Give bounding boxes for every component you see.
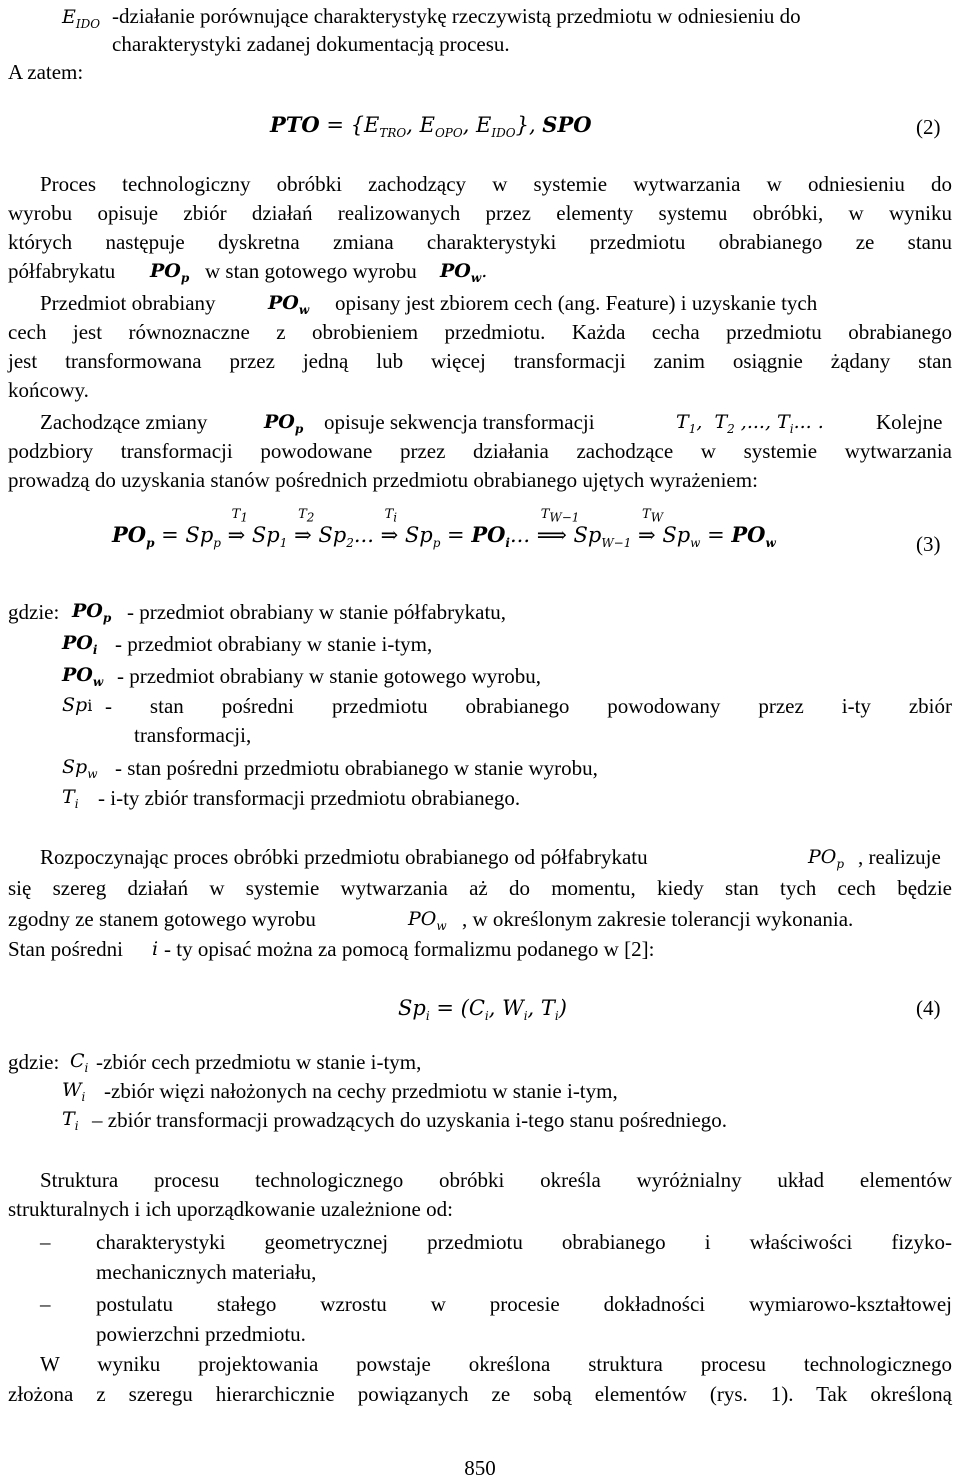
definition-text: - przedmiot obrabiany w stanie gotowego wyrobu, [117,664,541,688]
text-line: jest transformowana przez jedną lub więcej transformacji zanim osiągnie żądany stan [8,349,952,373]
text-line: się szereg działań w systemie wytwarzania aż do momentu, kiedy stan tych cech będzie [8,876,952,900]
equation-number: (3) [916,532,941,556]
math-po-w: $PO_w$ [268,292,310,317]
definition-text: - i-ty zbiór transformacji przedmiotu obrabianego. [98,786,521,810]
math-t-sequence: $T_1$, $T_2$ ,..., $T_i$... . [676,411,824,436]
text-line: cech jest równoznaczne z obrobieniem przedmiotu. Każda cecha przedmiotu obrabianego [8,320,952,344]
math-sp-i: Spi [62,694,93,716]
text-line: w stan gotowego wyrobu [205,259,417,283]
text-line: -działanie porównujące charakterystykę rzeczywistą przedmiotu w odniesieniu do [112,4,801,28]
text-line: Kolejne [876,410,943,434]
definition-text: – zbiór transformacji prowadzących do uzyskania i-tego stanu pośredniego. [92,1108,728,1132]
text-line: opisuje sekwencja transformacji [324,410,595,434]
definition-text: -zbiór więzi nałożonych na cechy przedmiotu w stanie i-tym, [104,1079,618,1103]
math-po-p: $PO_p$ [808,846,845,871]
math-c-i: $C_i$ [70,1050,89,1075]
math-po-i: $PO_i$ [62,632,98,657]
text-line: zgodny ze stanem gotowego wyrobu [8,907,316,931]
text-line: końcowy. [8,378,89,402]
text-line: Zachodzące zmiany [40,410,208,434]
definition-text: -zbiór cech przedmiotu w stanie i-tym, [96,1050,422,1074]
text-line: strukturalnych i ich uporządkowanie uzależnione od: [8,1197,453,1221]
math-po-w: $PO_w$ [408,908,447,933]
gdzie-label: gdzie: [8,600,60,624]
math-po-p: $PO_p$ [150,260,190,285]
text-line: podzbiory transformacji powodowane przez działania zachodzące w systemie wytwarzania [8,439,952,463]
definition-text: - stan pośredni przedmiotu obrabianego powodowany przez i-ty zbiór [105,694,952,718]
text-line: opisany jest zbiorem cech (ang. Feature) i uzyskanie tych [335,291,818,315]
math-sp-w: $Sp_w$ [62,756,98,781]
text-line: Rozpoczynając proces obróbki przedmiotu obrabianego od półfabrykatu [40,845,648,869]
definition-text: - stan pośredni przedmiotu obrabianego w stanie wyrobu, [115,756,598,780]
text-line: których następuje dyskretna zmiana charakterystyki przedmiotu obrabianego ze stanu [8,230,952,254]
text-line: prowadzą do uzyskania stanów pośrednich przedmiotu obrabianego ujętych wyrażeniem: [8,468,758,492]
list-item: powierzchni przedmiotu. [96,1322,306,1346]
text-line: złożona z szeregu hierarchicznie powiązanych ze sobą elementów (rys. 1). Tak określoną [8,1382,952,1406]
definition-text: transformacji, [134,723,252,747]
math-i: i [152,938,159,960]
math-w-i: $W_i$ [62,1079,86,1104]
math-po-w: $PO_w$. [440,260,488,285]
equation-4: $Sp_i = (C_i$, $W_i$, $T_i$) [398,996,567,1024]
text-line: A zatem: [8,60,84,84]
text-line: Struktura procesu technologicznego obróbki określa wyróżnialny układ elementów [40,1168,952,1192]
text-line: Stan pośredni [8,937,123,961]
text-line: , realizuje [858,845,941,869]
math-po-p: $PO_p$ [264,411,304,436]
list-item: postulatu stałego wzrostu w procesie dokładności wymiarowo-kształtowej [96,1292,952,1316]
list-item: mechanicznych materiału, [96,1260,317,1284]
text-line: Proces technologiczny obróbki zachodzący w systemie wytwarzania w odniesieniu do [40,172,952,196]
text-line: półfabrykatu [8,259,116,283]
text-line: , w określonym zakresie tolerancji wykonania. [462,907,854,931]
list-item: charakterystyki geometrycznej przedmiotu obrabianego i właściwości fizyko- [96,1230,952,1254]
math-po-w: $PO_w$ [62,664,104,689]
text-line: wyrobu opisuje zbiór działań realizowanych przez elementy systemu obróbki, w wyniku [8,201,952,225]
bullet-dash: – [40,1292,51,1316]
equation-3: $PO_p = Sp_p$ $T_1$ ⇒ $Sp_1$ $T_2$ ⇒ $Sp_2$... $T_i$ ⇒ $Sp_p = PO_i$... $T_{W-1}$ ⟹ $Sp_{W-1}$ $T_W$ ⇒ $Sp_w = PO_w$ [112,507,776,551]
text-line: charakterystyki zadanej dokumentacją procesu. [112,32,510,56]
equation-number: (4) [916,996,941,1020]
equation-2: PTO = {$E_{TRO}$, $E_{OPO}$, $E_{IDO}$}, SPO [270,112,592,141]
definition-text: - przedmiot obrabiany w stanie i-tym, [115,632,433,656]
text-line: - ty opisać można za pomocą formalizmu podanego w [2]: [164,937,655,961]
math-po-p: $PO_p$ [72,600,112,625]
page-number: 850 [464,1456,496,1480]
definition-text: - przedmiot obrabiany w stanie półfabrykatu, [127,600,507,624]
bullet-dash: – [40,1230,51,1254]
math-t-i: $T_i$ [62,1108,79,1133]
math-t-i: $T_i$ [62,786,79,811]
text-line: W wyniku projektowania powstaje określona struktura procesu technologicznego [40,1352,952,1376]
math-e-ido: $E_{IDO}$ [62,6,101,31]
text-line: Przedmiot obrabiany [40,291,216,315]
gdzie-label: gdzie: [8,1050,60,1074]
equation-number: (2) [916,115,941,139]
